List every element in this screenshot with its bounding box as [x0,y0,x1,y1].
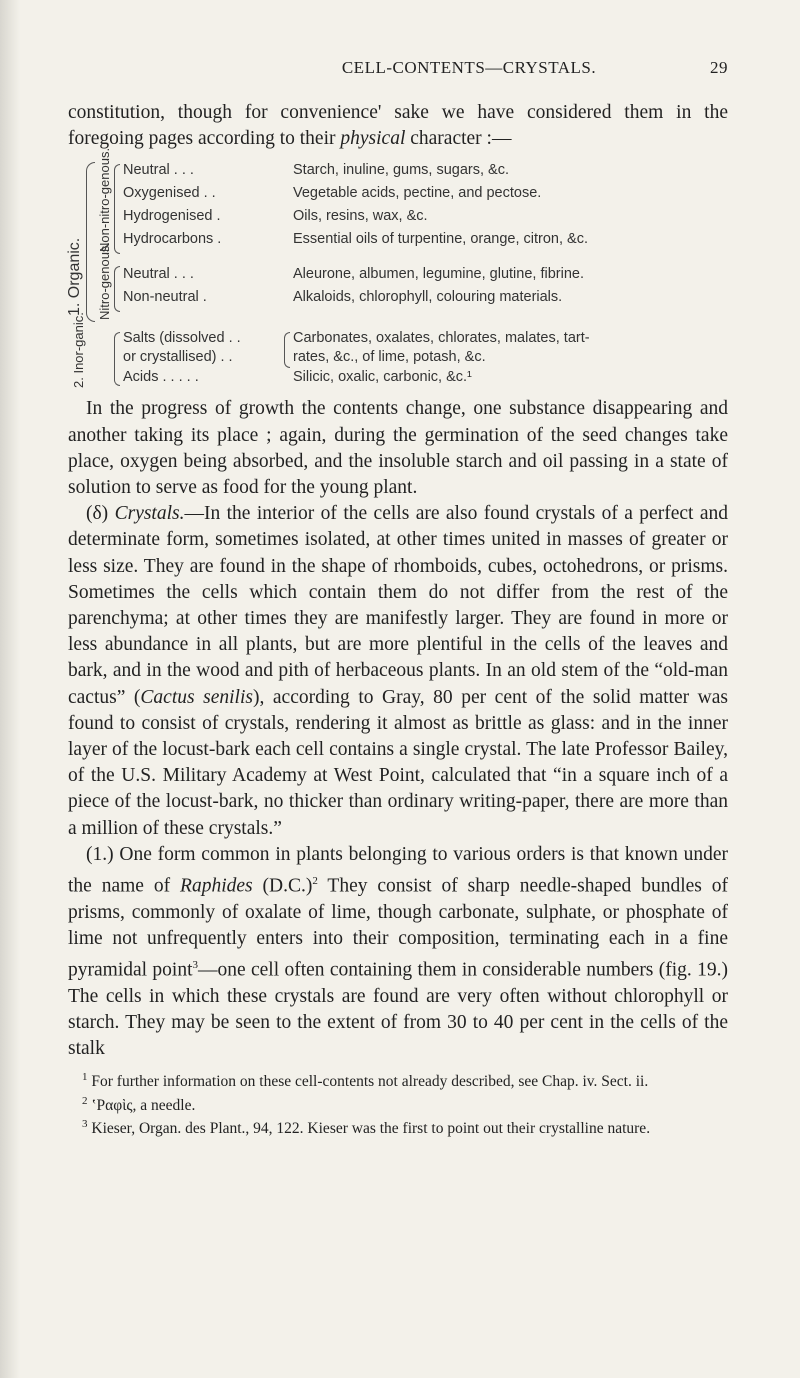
paragraph-growth: In the progress of growth the contents change, one substance disappearing and another taking its place ; again, during the germination of the seed changes take place, oxygen being absorbed, and the insoluble starch and oil passing in a state of solution to serve as food for the young plant. [68,398,728,499]
class-row-desc: Carbonates, oxalates, chlorates, malates, tart- [293,330,590,347]
class-row-name: Acids . . . . . [123,369,199,386]
classification-table [66,148,728,390]
class-row-name: Non-neutral . [123,289,207,306]
book-page [68,58,728,1138]
class-row-desc: Aleurone, albumen, legumine, glutine, fibrine. [293,266,584,283]
page-edge-shadow [0,0,20,1378]
class-row-desc: Alkaloids, chlorophyll, colouring materials. [293,289,563,306]
subgroup-nitrogenous-brace [114,266,120,312]
subgroup-non-nitrogenous-brace [114,164,120,254]
class-row-name: or crystallised) . . [123,349,233,366]
subgroup-nitrogenous-label: Nitro-genous. [97,242,112,321]
class-row-desc: Silicic, oxalic, carbonic, &c.¹ [293,369,472,386]
group-inorganic-brace [114,332,120,386]
class-row-name: Hydrocarbons . [123,231,222,248]
class-row-desc: Vegetable acids, pectine, and pectose. [293,185,542,202]
footnote: $^2$ ʽΡαφὶς, a needle. [82,1094,196,1114]
page-number: 29 [710,58,728,77]
class-row-desc: rates, &c., of lime, potash, &c. [293,349,486,366]
footnote: $^3$ Kieser, Organ. des Plant., 94, 122. Kieser was the first to point out their crystalline nature. [82,1117,651,1137]
intro-paragraph: constitution, though for convenience' sake we have considered them in the foregoing pages according to their physical character :— [68,102,728,150]
class-row-name: Salts (dissolved . . [123,330,241,347]
running-title: CELL-CONTENTS—CRYSTALS. [341,58,597,77]
class-row-name: Neutral . . . [123,162,194,179]
salts-desc-brace [284,332,290,368]
class-row-desc: Starch, inuline, gums, sugars, &c. [293,162,509,179]
paragraph-crystals: (δ) Crystals.—In the interior of the cells are also found crystals of a perfect and determinate form, sometimes isolated, at other times united in masses of greater or less size. They are found in the shape of rhomboids, cubes, octohedrons, or prisms. Sometimes the cells which contain them do not differ from the rest of the parenchyma; at other times they are manifestly larger. They are found in more or less abundance in all plants, but are more plentiful in the cells of the leaves and bark, and in the wood and pith of herbaceous plants. In an old stem of the “old-man cactus” (Cactus senilis), according to Gray, 80 per cent of the solid matter was found to consist of crystals, rendering it almost as brittle as glass: and in the inner layer of the locust-bark each cell contains a single crystal. The late Professor Bailey, of the U.S. Military Academy at West Point, calculated that “in a square inch of a piece of the locust-bark, no thicker than ordinary writing-paper, there are more than a million of these crystals.” [68,503,728,839]
running-header [68,58,728,78]
footnotes [68,1068,728,1137]
group-organic-brace [86,162,95,322]
class-row-name: Oxygenised . . [123,185,216,202]
group-inorganic-label: 2. Inor-ganic. [71,312,86,389]
footnote: $^1$ For further information on these cell-contents not already described, see Chap. iv. Sect. ii. [82,1071,649,1091]
class-row-name: Neutral . . . [123,266,194,283]
class-row-desc: Oils, resins, wax, &c. [293,208,428,225]
subgroup-non-nitrogenous-label: Non-nitro-genous. [97,148,112,253]
class-row-name: Hydrogenised . [123,208,221,225]
group-organic-label: 1. Organic. [66,238,83,317]
class-row-desc: Essential oils of turpentine, orange, citron, &c. [293,231,588,248]
paragraph-raphides: (1.) One form common in plants belonging to various orders is that known under the name of Raphides $(D.C.)^2$ They consist of sharp needle-shaped bundles of prisms, commonly of oxalate of lime, though carbonate, sulphate, or phosphate of lime not unfrequently enters into their composition, terminating each in a fine pyramidal point$^3$—one cell often containing them in considerable numbers (fig. 19.) The cells in which these crystals are found are very often without chlorophyll or starch. They may be seen to the extent of from 30 to 40 per cent in the cells of the stalk [68,843,729,1060]
